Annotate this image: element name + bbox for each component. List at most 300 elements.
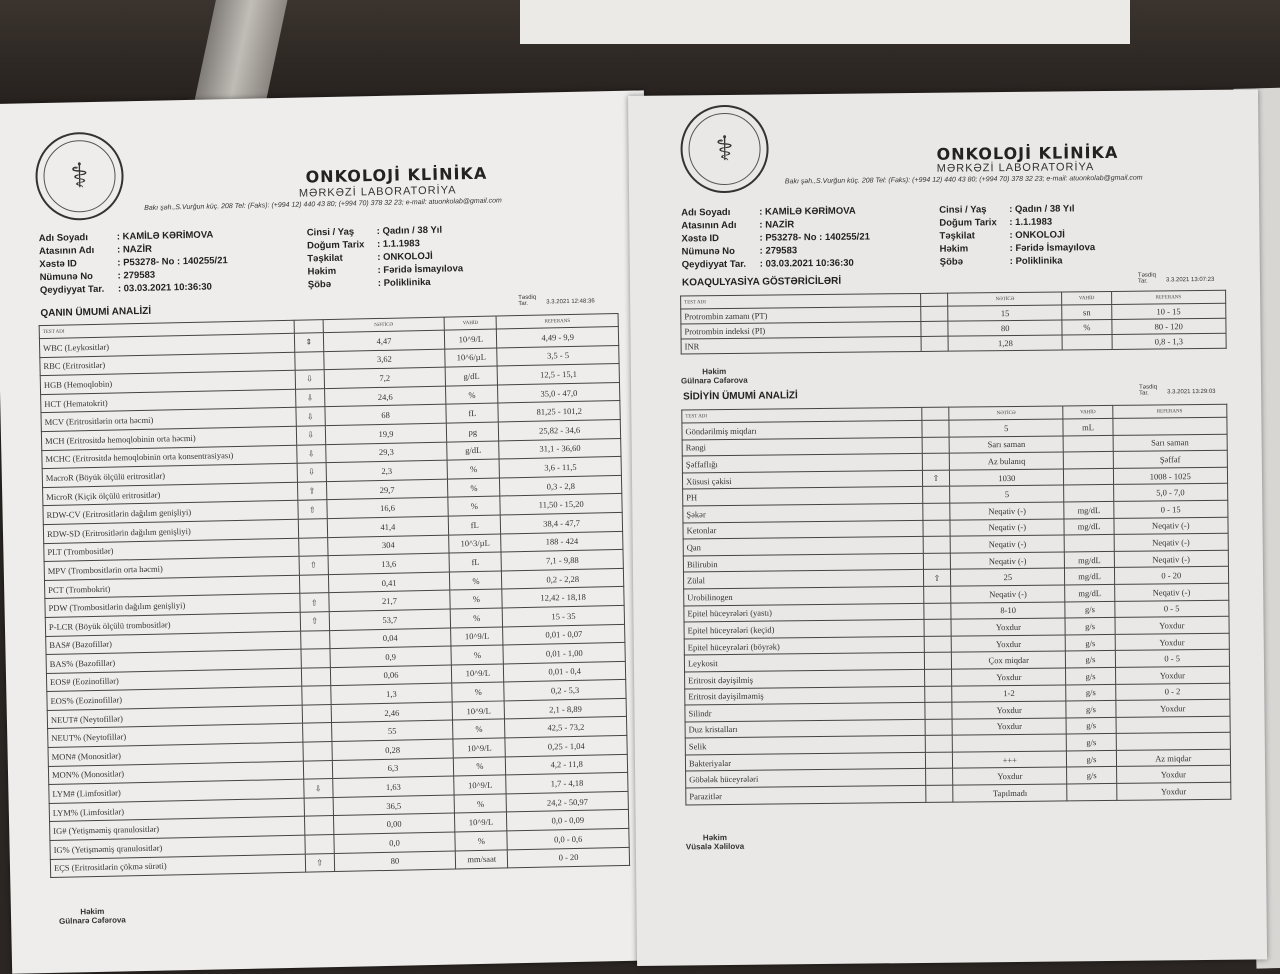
result-value: Neqativ (-) xyxy=(950,535,1065,553)
lab-report-sheet-blood xyxy=(0,90,662,973)
result-value: 2,3 xyxy=(326,460,448,481)
unit: fL xyxy=(449,515,501,535)
section-title-blood: QANIN ÜMUMİ ANALİZİ xyxy=(40,305,152,320)
result-value: 1-2 xyxy=(952,684,1067,702)
blood-results-table xyxy=(39,313,630,878)
clinic-name: ONKOLOJİ KLİNİKA xyxy=(936,142,1119,164)
flag-icon: ⇧ xyxy=(300,612,329,631)
result-value: 53,7 xyxy=(329,609,451,630)
flag-icon: ⇩ xyxy=(296,407,325,426)
result-value: 25 xyxy=(951,568,1066,586)
result-value: Neqativ (-) xyxy=(950,502,1065,520)
flag-icon: ⇩ xyxy=(296,426,325,445)
unit: pg xyxy=(447,422,499,442)
flag-icon xyxy=(924,603,951,620)
flag-icon xyxy=(925,702,952,719)
result-value: 1,3 xyxy=(330,683,452,704)
test-name: LYM% (Limfositlər) xyxy=(49,798,304,822)
unit: mg/dL xyxy=(1064,501,1113,518)
reference-range: 15 - 35 xyxy=(503,605,625,626)
flag-icon xyxy=(921,321,948,336)
flag-icon xyxy=(924,636,951,653)
label-birth: Doğum Tarix xyxy=(939,217,997,229)
result-value: 304 xyxy=(327,535,449,556)
patient-info-left xyxy=(39,227,308,298)
caduceus-icon: ⚕ xyxy=(69,156,90,197)
reference-range: 1,7 - 4,18 xyxy=(506,773,628,794)
reference-range: 1008 - 1025 xyxy=(1113,467,1228,485)
unit: % xyxy=(447,459,499,479)
reference-range: 0,01 - 0,4 xyxy=(504,661,626,682)
flag-icon xyxy=(924,669,951,686)
label-name: Adı Soyadı xyxy=(681,206,731,219)
value-id: : P53278- No : 140255/21 xyxy=(759,231,870,244)
value-doctor: : Fəridə İsmayılova xyxy=(377,263,464,277)
test-name: Epitel hüceyrələri (yastı) xyxy=(684,603,924,622)
column-header: REFERANS xyxy=(496,313,618,329)
flag-icon: ⇧ xyxy=(300,593,329,612)
unit: % xyxy=(454,794,506,814)
test-name: MicroR (Kiçik ölçülü eritrositlər) xyxy=(43,482,298,506)
result-value: 0,00 xyxy=(333,813,455,834)
label-name: Adı Soyadı xyxy=(38,232,89,245)
test-name: NEUT% (Neytofillər) xyxy=(48,724,303,748)
unit: % xyxy=(455,831,507,851)
column-header: NƏTİCƏ xyxy=(323,317,445,333)
test-name: PDW (Trombositlərin dağılım genişliyi) xyxy=(45,594,300,618)
label-reg-date: Qeydiyyat Tar. xyxy=(681,258,747,271)
label-father: Atasının Adı xyxy=(38,244,95,258)
column-header: REFERANS xyxy=(1112,404,1227,418)
patient-info-right xyxy=(307,224,464,292)
test-name: BAS% (Bazofillər) xyxy=(46,649,301,673)
test-name: Göndərilmiş miqdarı xyxy=(682,420,922,439)
result-value: 2,46 xyxy=(331,702,453,723)
unit: 10^3/µL xyxy=(449,534,501,554)
flag-icon xyxy=(300,630,329,649)
unit: mg/dL xyxy=(1065,568,1114,585)
label-dept: Şöbə xyxy=(939,256,964,268)
reference-range: 2,1 - 8,89 xyxy=(505,698,627,719)
value-org: : ONKOLOJİ xyxy=(377,250,433,264)
flag-icon xyxy=(921,306,948,321)
reference-range: 0,01 - 0,07 xyxy=(503,624,625,645)
unit: % xyxy=(452,682,504,702)
doctor-name: Gülnarə Cəfərova xyxy=(680,375,748,386)
flag-icon xyxy=(298,519,327,538)
label-sex-age: Cinsi / Yaş xyxy=(306,226,355,239)
reference-range: 25,82 - 34,6 xyxy=(499,419,621,440)
flag-icon xyxy=(925,735,952,752)
flag-icon xyxy=(925,769,952,786)
label-dept: Şöbə xyxy=(307,278,332,291)
result-value: Yoxdur xyxy=(951,635,1066,653)
reference-range: 5,0 - 7,0 xyxy=(1113,484,1228,502)
reference-range: 12,5 - 15,1 xyxy=(497,364,619,385)
reference-range: Neqativ (-) xyxy=(1114,550,1229,568)
clinic-name: ONKOLOJİ KLİNİKA xyxy=(305,163,488,187)
label-father: Atasının Adı xyxy=(681,219,737,232)
unit: % xyxy=(450,571,502,591)
reference-range: 0,2 - 5,3 xyxy=(504,680,626,701)
reference-range: 3,6 - 11,5 xyxy=(499,457,621,478)
reference-range: 7,1 - 9,88 xyxy=(501,550,623,571)
label-doctor: Həkim xyxy=(939,243,969,255)
test-name: MCHC (Eritrositdə hemoqlobinin orta konsentrasiyası) xyxy=(42,445,297,469)
result-value: 55 xyxy=(331,720,453,741)
flag-icon xyxy=(923,586,950,603)
approval-label: Təsdiq Tar. xyxy=(1139,384,1158,397)
test-name: Leykosit xyxy=(684,653,924,672)
flag-icon xyxy=(922,487,949,504)
result-value: Neqativ (-) xyxy=(951,585,1066,603)
lab-name: MƏRKƏZİ LABORATORİYA xyxy=(298,184,457,200)
flag-icon xyxy=(925,719,952,736)
test-name: Ketonlar xyxy=(683,520,923,539)
test-name: Parazitlər xyxy=(686,785,926,804)
unit: g/s xyxy=(1067,750,1116,767)
section-title-urine: SİDİYİN ÜMUMİ ANALİZİ xyxy=(683,390,798,403)
test-name: Silindr xyxy=(685,703,925,722)
reference-range: 3,5 - 5 xyxy=(497,345,619,366)
test-name: Urobilinogen xyxy=(684,586,924,605)
column-header: NƏTİCƏ xyxy=(948,292,1063,306)
lab-report-sheet-coag-urine xyxy=(628,89,1267,966)
flag-icon xyxy=(925,752,952,769)
flag-icon: ⇧ xyxy=(299,556,328,575)
column-header: TEST ADI xyxy=(681,293,921,309)
column-header: REFERANS xyxy=(1111,290,1226,304)
test-name: Qan xyxy=(683,537,923,556)
reference-range: 80 - 120 xyxy=(1111,318,1226,334)
result-value: +++ xyxy=(952,751,1067,769)
result-value: Sarı saman xyxy=(949,436,1064,454)
label-id: Xəstə ID xyxy=(681,233,720,245)
result-value: 29,7 xyxy=(326,479,448,500)
result-value: 6,3 xyxy=(332,758,454,779)
unit: mg/dL xyxy=(1065,584,1114,601)
value-doctor: : Fəridə İsmayılova xyxy=(1009,242,1096,255)
test-name: HGB (Hemoqlobin) xyxy=(40,370,295,394)
test-name: Şəffaflığı xyxy=(682,454,922,473)
reference-range: 0,01 - 1,00 xyxy=(503,642,625,663)
unit: fL xyxy=(446,403,498,423)
reference-range: Yoxdur xyxy=(1115,616,1230,634)
unit: 10^9/L xyxy=(452,701,504,721)
flag-icon: ⇕ xyxy=(294,333,323,352)
reference-range: 0 - 20 xyxy=(508,847,630,868)
approval-date: 3.3.2021 13:29:03 xyxy=(1167,388,1216,396)
reference-range: 10 - 15 xyxy=(1111,303,1226,319)
test-name: Eritrosit dəyişilmiş xyxy=(685,669,925,688)
reference-range: Yoxdur xyxy=(1116,766,1231,784)
reference-range: 4,2 - 11,8 xyxy=(506,754,628,775)
test-name: MacroR (Böyük ölçülü eritrositlər) xyxy=(42,463,297,487)
reference-range: 0,8 - 1,3 xyxy=(1112,333,1227,349)
unit: sn xyxy=(1062,304,1111,320)
reference-range: 35,0 - 47,0 xyxy=(498,382,620,403)
value-father: : NAZİR xyxy=(759,219,795,231)
reference-range: Neqativ (-) xyxy=(1113,517,1228,535)
unit: g/s xyxy=(1065,601,1114,618)
test-name: MCH (Eritrositdə hemoqlobinin orta həcmi) xyxy=(41,426,296,450)
reference-range: 0,25 - 1,04 xyxy=(505,735,627,756)
unit: g/dL xyxy=(447,441,499,461)
unit: fL xyxy=(449,552,501,572)
flag-icon: ⇩ xyxy=(297,463,326,482)
approval-label: Təsdiq Tar. xyxy=(518,294,537,308)
flag-icon xyxy=(302,723,331,742)
result-value: 0,28 xyxy=(332,739,454,760)
result-value: 0,41 xyxy=(328,572,450,593)
unit: 10^9/L xyxy=(453,738,505,758)
result-value: 0,04 xyxy=(329,628,451,649)
result-value: Neqativ (-) xyxy=(950,519,1065,537)
test-name: INR xyxy=(681,336,921,354)
value-dept: : Poliklinika xyxy=(377,276,431,289)
flag-icon xyxy=(924,686,951,703)
reference-range: 24,2 - 50,97 xyxy=(506,791,628,812)
university-seal-logo xyxy=(35,131,125,221)
value-name: : KAMİLƏ KƏRİMOVA xyxy=(759,205,856,218)
unit xyxy=(1064,485,1113,502)
doctor-name: Vüsalə Xəlilova xyxy=(685,841,745,852)
doctor-signature xyxy=(681,367,748,386)
unit: g/s xyxy=(1067,767,1116,784)
flag-icon xyxy=(299,574,328,593)
unit: % xyxy=(448,496,500,516)
flag-icon xyxy=(924,619,951,636)
flag-icon xyxy=(924,652,951,669)
result-value: 80 xyxy=(948,320,1063,336)
unit: g/s xyxy=(1066,634,1115,651)
unit: g/s xyxy=(1065,618,1114,635)
reference-range xyxy=(1116,716,1231,734)
flag-icon: ⇩ xyxy=(296,444,325,463)
label-birth: Doğum Tarix xyxy=(306,239,365,252)
column-header: TEST ADI xyxy=(39,320,294,338)
doctor-name: Gülnarə Cəfərova xyxy=(59,915,126,926)
test-name: Xüsusi çəkisi xyxy=(682,470,922,489)
flag-icon xyxy=(304,816,333,835)
reference-range: 11,50 - 15,20 xyxy=(500,494,622,515)
test-name: LYM# (Limfositlər) xyxy=(49,779,304,803)
unit: g/s xyxy=(1066,684,1115,701)
unit xyxy=(1063,334,1112,350)
flag-icon xyxy=(922,453,949,470)
test-name: RBC (Eritrositlər) xyxy=(40,352,295,376)
flag-icon xyxy=(922,420,949,437)
unit: 10^9/L xyxy=(455,812,507,832)
doctor-title: Həkim xyxy=(80,906,105,917)
result-value: Neqativ (-) xyxy=(950,552,1065,570)
test-name: MPV (Trombositlərin orta həcmi) xyxy=(44,556,299,580)
reference-range: 0 - 5 xyxy=(1114,600,1229,618)
reference-range: Yoxdur xyxy=(1116,782,1231,800)
column-header: TEST ADI xyxy=(682,407,922,423)
flag-icon: ⇩ xyxy=(295,388,324,407)
result-value: 5 xyxy=(950,485,1065,503)
result-value: Az bulanıq xyxy=(949,452,1064,470)
unit: mg/dL xyxy=(1065,551,1114,568)
result-value: 1030 xyxy=(949,469,1064,487)
reference-range: 4,49 - 9,9 xyxy=(497,326,619,347)
unit: 10^9/L xyxy=(445,329,497,349)
result-value: 13,6 xyxy=(328,553,450,574)
test-name: EOS% (Eozinofillər) xyxy=(47,686,302,710)
flag-icon xyxy=(921,336,948,351)
urine-results-table xyxy=(681,404,1231,805)
result-value: 1,28 xyxy=(948,335,1063,351)
test-name: BAS# (Bazofillər) xyxy=(46,631,301,655)
unit: 10^6/µL xyxy=(445,348,497,368)
approval-date: 3.3.2021 13:07:23 xyxy=(1165,276,1215,284)
flag-icon xyxy=(922,437,949,454)
doctor-title: Həkim xyxy=(702,833,727,843)
unit: 10^9/L xyxy=(452,664,504,684)
value-reg-date: : 03.03.2021 10:36:30 xyxy=(759,257,854,270)
column-header: VAHİD xyxy=(444,316,496,330)
reference-range: 38,4 - 47,7 xyxy=(501,512,623,533)
result-value: Yoxdur xyxy=(952,718,1067,736)
column-header: NƏTİCƏ xyxy=(949,406,1064,420)
flag-icon xyxy=(305,835,334,854)
result-value: Yoxdur xyxy=(952,668,1067,686)
column-header: VAHİD xyxy=(1063,405,1112,419)
value-father: : NAZİR xyxy=(116,243,153,256)
result-value: 19,9 xyxy=(325,423,447,444)
reference-range: Yoxdur xyxy=(1115,666,1230,684)
result-value: 15 xyxy=(948,305,1063,321)
flag-icon xyxy=(923,503,950,520)
flag-icon: ⇧ xyxy=(297,481,326,500)
coagulation-results-table xyxy=(680,290,1227,355)
result-value: 1,63 xyxy=(332,776,454,797)
flag-icon xyxy=(923,536,950,553)
university-seal-logo xyxy=(680,105,769,194)
unit xyxy=(1065,535,1114,552)
result-value xyxy=(952,734,1067,752)
unit: % xyxy=(450,608,502,628)
flag-icon: ⇧ xyxy=(923,569,950,586)
flag-icon xyxy=(302,686,331,705)
reference-range: 0,0 - 0,6 xyxy=(507,828,629,849)
value-reg-date: : 03.03.2021 10:36:30 xyxy=(117,281,213,295)
reference-range xyxy=(1116,733,1231,751)
unit: % xyxy=(451,645,503,665)
test-name: MCV (Eritrositlərin orta həcmi) xyxy=(41,408,296,432)
flag-icon xyxy=(302,704,331,723)
reference-range: 188 - 424 xyxy=(501,531,623,552)
reference-range: 0 - 5 xyxy=(1115,650,1230,668)
test-name: Şəkər xyxy=(683,503,923,522)
unit: mm/saat xyxy=(456,850,508,870)
label-org: Təşkilat xyxy=(939,230,975,242)
unit xyxy=(1064,468,1113,485)
reference-range: Az miqdar xyxy=(1116,749,1231,767)
reference-range: 42,5 - 73,2 xyxy=(505,717,627,738)
flag-icon xyxy=(923,553,950,570)
unit: % xyxy=(450,589,502,609)
reference-range: Neqativ (-) xyxy=(1114,533,1229,551)
section-title-coag: KOAQULYASİYA GÖSTƏRİCİLƏRİ xyxy=(681,275,842,289)
reference-range: 12,42 - 18,18 xyxy=(502,587,624,608)
flag-icon xyxy=(298,537,327,556)
value-sample: : 279583 xyxy=(759,245,798,257)
column-header xyxy=(294,320,323,334)
doctor-title: Həkim xyxy=(702,366,727,377)
value-name: : KAMİLƏ KƏRİMOVA xyxy=(116,229,214,243)
label-id: Xəstə ID xyxy=(39,258,77,271)
unit: g/s xyxy=(1066,651,1115,668)
test-name: MON# (Monositlər) xyxy=(48,742,303,766)
flag-icon xyxy=(303,760,332,779)
value-org: : ONKOLOJİ xyxy=(1009,229,1065,242)
unit: % xyxy=(446,385,498,405)
test-name: Protrombin indeksi (PI) xyxy=(681,321,921,339)
unit: g/dL xyxy=(445,366,497,386)
unit: % xyxy=(454,757,506,777)
test-name: HCT (Hematokrit) xyxy=(41,389,296,413)
label-org: Təşkilat xyxy=(307,252,343,265)
flag-icon xyxy=(304,797,333,816)
clinic-address: Bakı şəh.,S.Vurğun küç. 208 Tel: (Faks): (+994 12) 440 43 80; (+994 70) 378 32 23; e-mail: atuonkolab@gmail.com xyxy=(144,197,502,212)
reference-range: 0,3 - 2,8 xyxy=(500,475,622,496)
column-header: VAHİD xyxy=(1062,291,1111,305)
result-value: 0,06 xyxy=(330,665,452,686)
doctor-signature xyxy=(59,906,126,925)
reference-range: 0 - 15 xyxy=(1113,500,1228,518)
reference-range: Şəffaf xyxy=(1113,450,1228,468)
unit: g/s xyxy=(1066,701,1115,718)
result-value: 41,4 xyxy=(327,516,449,537)
unit xyxy=(1064,435,1113,452)
unit: g/s xyxy=(1067,717,1116,734)
test-name: PH xyxy=(683,487,923,506)
result-value: 8-10 xyxy=(951,601,1066,619)
test-name: Protrombin zamanı (PT) xyxy=(681,306,921,324)
result-value: 4,47 xyxy=(323,330,445,351)
result-value: 16,6 xyxy=(327,497,449,518)
test-name: RDW-CV (Eritrositlərin dağılım genişliyi) xyxy=(43,501,298,525)
reference-range: Neqativ (-) xyxy=(1114,583,1229,601)
unit: % xyxy=(1062,319,1111,335)
test-name: NEUT# (Neytofillər) xyxy=(47,705,302,729)
patient-info-right xyxy=(939,203,1095,270)
test-name: Zülal xyxy=(683,570,923,589)
flag-icon: ⇧ xyxy=(305,853,334,872)
result-value: 68 xyxy=(325,404,447,425)
unit: mg/dL xyxy=(1064,518,1113,535)
test-name: EÇS (Eritrositlərin çökmə sürəti) xyxy=(50,854,305,878)
unit: g/s xyxy=(1067,734,1116,751)
test-name: Epitel hüceyrələri (böyrək) xyxy=(684,636,924,655)
background-paper-top xyxy=(520,0,1130,44)
unit: mL xyxy=(1063,418,1112,435)
label-sample: Nümunə No xyxy=(39,270,94,284)
clinic-address: Bakı şəh.,S.Vurğun küç. 208 Tel: (Faks): (+994 12) 440 43 80; (+994 70) 378 32 23; e-mail: atuonkolab@gmail.com xyxy=(784,174,1143,186)
lab-name: MƏRKƏZİ LABORATORİYA xyxy=(936,161,1095,175)
flag-icon: ⇩ xyxy=(295,370,324,389)
flag-icon xyxy=(295,351,324,370)
result-value: 0,0 xyxy=(334,832,456,853)
test-name: Eritrosit dəyişilməmiş xyxy=(685,686,925,705)
test-name: EOS# (Eozinofillər) xyxy=(46,668,301,692)
result-value: Yoxdur xyxy=(952,701,1067,719)
result-value: Yoxdur xyxy=(953,767,1068,785)
result-value: Tapılmadı xyxy=(953,784,1068,802)
result-value: 24,6 xyxy=(324,386,446,407)
